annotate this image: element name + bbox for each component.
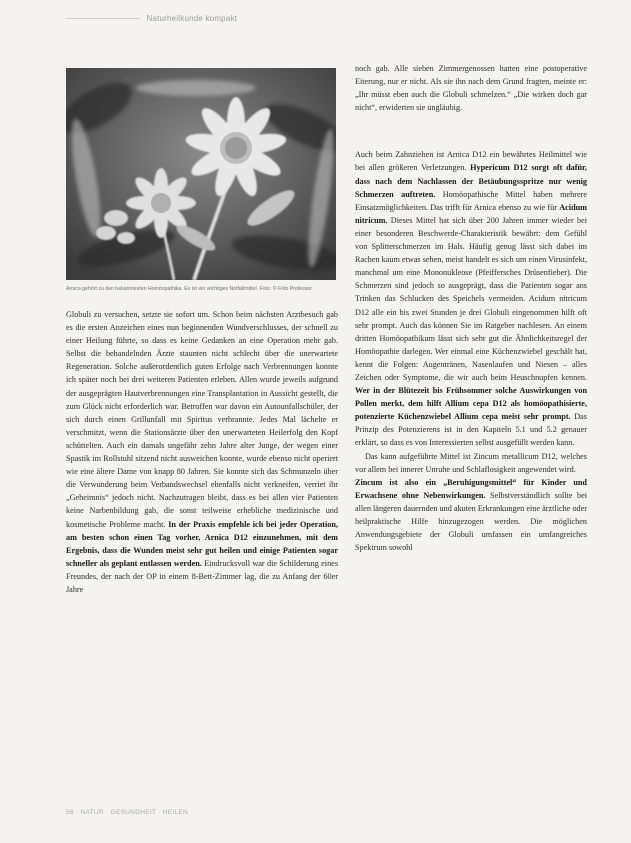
right-p1-f: Wer in der Blütezeit bis Frühsommer solche Auswirkungen von Pollen merkt, dem hilft Allium cepa D12 als homöopathisierte, potenzierte Küchenzwiebel Allium cepa meist sehr prompt. bbox=[355, 386, 587, 422]
right-p1-b: Hypericum D12 sorgt oft dafür, dass nach dem Nachlassen der Betäubungsspritze nur wenig Schmerzen auftreten. bbox=[355, 163, 587, 199]
left-p1-bold: In der Praxis empfehle ich bei jeder Operation, am besten schon einen Tag vorher, Arnica D12 einzunehmen, mit dem Ergebnis, dass die Wunden meist sehr gut heilen und einige Patienten sogar schneller als geplant entlassen werden. bbox=[66, 519, 339, 568]
right-p1-e: Dieses Mittel hat sich über 200 Jahren immer wieder bei einer besonderen Beschwerde-Charakteristik bewährt: dem Gefühl von Splitterschmerzen im Hals. Häufig genug lässt sich dabei im Rachen kaum etwas sehen, meist handelt es sich um einen Virusinfekt, manchmal um eine Mononukleose (Pfeiffersches Drüsenfieber). Die Schmerzen sind jedoch so ausgeprägt, dass die Patienten sogar ans Trinken das Schlucken des Speichels vermeiden. Acidum nitricum D12 alle ein bis zwei Stunden je drei Globuli eingenommen hilft oft sehr prompt. Auch das können Sie im Ratgeber nachlesen. An einem dritten Homöopathikum lässt sich sehr gut die Ähnlichkeitsregel der Homöopathie darlegen. Wer einmal eine Küchenzwiebel geschält hat, kennt die Folgen: Augentränen, Nasenlaufen und Niesen – alles Zeichen oder Symptome, die wir auch beim Heuschnupfen kennen. bbox=[355, 215, 587, 382]
right-paragraph-3 bbox=[355, 476, 587, 555]
section-subheading bbox=[355, 128, 587, 140]
right-p1-d: Acidum nitricum. bbox=[355, 202, 587, 225]
right-p1-a: Auch beim Zahnziehen ist Arnica D12 ein bewährtes Heilmittel wie bei allen größeren Verletzungen. bbox=[355, 150, 587, 173]
running-header bbox=[66, 14, 237, 23]
left-p1-text: Globuli zu versuchen, setzte sie sofort um. Schon beim nächsten Arztbesuch gab es die ersten Anzeichen eines nun beginnenden Wundverschlusses, der schnell zu einer Heilung führte, so dass es keine Gedanken an eine Operation mehr gab. Selbst die behandelnden Ärzte staunten nicht schlecht über die unerwartete Regeneration. Solche außerordentlich guten Erfolge nach Verbrennungen konnte ich später noch bei drei weiteren Patienten erleben. Allen wurde jeweils aufgrund der ausgeprägten Hautverbrennungen eine Transplantation in Aussicht gestellt, die zum Glück nicht erforderlich war. Betroffen war davon ein Autounfallschüler, der sich durch einen Grillunfall mit Spiritus verbrannte. Jedes Mal lächelte er verschmitzt, wenn die Stationsärzte über den unerwarteten Heilerfolg den Kopf schüttelten. Auch ein damals ungefähr zehn Jahre alter Junge, der wegen einer Spastik im Rollstuhl sitzend nicht ausweichen konnte, wurde ebenso nicht operiert wie eine ältere Dame von knapp 80 Jahren. Sie konnte sich das Schmunzeln über die Verwunderung beim Verbandswechsel ebenfalls nicht verkneifen, verriet ihr „Geheimnis“ jedoch nicht. Nachzutragen bleibt, dass es bei allen vier Patienten keine Narbenbildung gab, die sonst teilweise erhebliche medizinische und kosmetische Probleme macht. bbox=[66, 310, 338, 529]
left-p1-tail: Eindrucksvoll war die Schilderung eines Freundes, der nach der OP in einem 8-Bett-Zimmer lag, die zu Anfang der 60er Jahre bbox=[66, 558, 339, 594]
right-paragraph-0: noch gab. Alle sieben Zimmergenossen hatten eine postoperative Eiterung, nur er nicht. Als sie ihn nach dem Grund fragten, meinte er: „Ihr müsst eben auch die Globuli schmelzen.“ „Die wirken doch gar nicht“, erwiderten sie ungläubig. bbox=[355, 64, 587, 113]
right-p3-bold: Zincum ist also ein „Beruhigungsmittel“ für Kinder und Erwachsene ohne Nebenwirkungen. bbox=[355, 477, 587, 500]
right-p1-g: Das Prinzip des Potenzierens ist in den Kapiteln 5.1 und 5.2 genauer erklärt, so dass es von Interessierten selbst ausgefüllt werden kann. bbox=[355, 412, 587, 448]
right-p3-text: Selbstverständlich sollte bei allen längeren dauernden und akuten Erkrankungen eine ärztliche oder heilpraktische Hilfe hinzugezogen werden. Die möglichen Anwendungsgebiete der Globuli umfassen ein umfangreiches Spektrum sowohl bbox=[355, 490, 587, 553]
right-column bbox=[355, 62, 587, 554]
header-rule bbox=[66, 18, 140, 19]
photo-caption: Arnica gehört zu den bekanntesten Homöopathika. Es ist ein wichtiges Notfallmittel. Foto: © Foto Professor bbox=[66, 286, 313, 292]
right-paragraph-2: Das kann aufgeführte Mittel ist Zincum metallicum D12, welches vor allem bei innerer Unruhe und Schlaflosigkeit angewendet wird. bbox=[355, 451, 587, 474]
flower-photo bbox=[66, 68, 336, 280]
right-p1-c: Homöopathische Mittel haben mehrere Einsatzmöglichkeiten. Das trifft für Arnica ebenso zu wie für bbox=[355, 189, 587, 212]
left-paragraph bbox=[66, 308, 338, 596]
arnica-flower-image bbox=[66, 68, 336, 280]
page-footer: 58 · NATUR · GESUNDHEIT · HEILEN bbox=[66, 809, 189, 816]
right-paragraph-1 bbox=[355, 148, 587, 449]
left-column bbox=[66, 308, 338, 596]
header-section: Naturheilkunde kompakt bbox=[146, 14, 238, 23]
